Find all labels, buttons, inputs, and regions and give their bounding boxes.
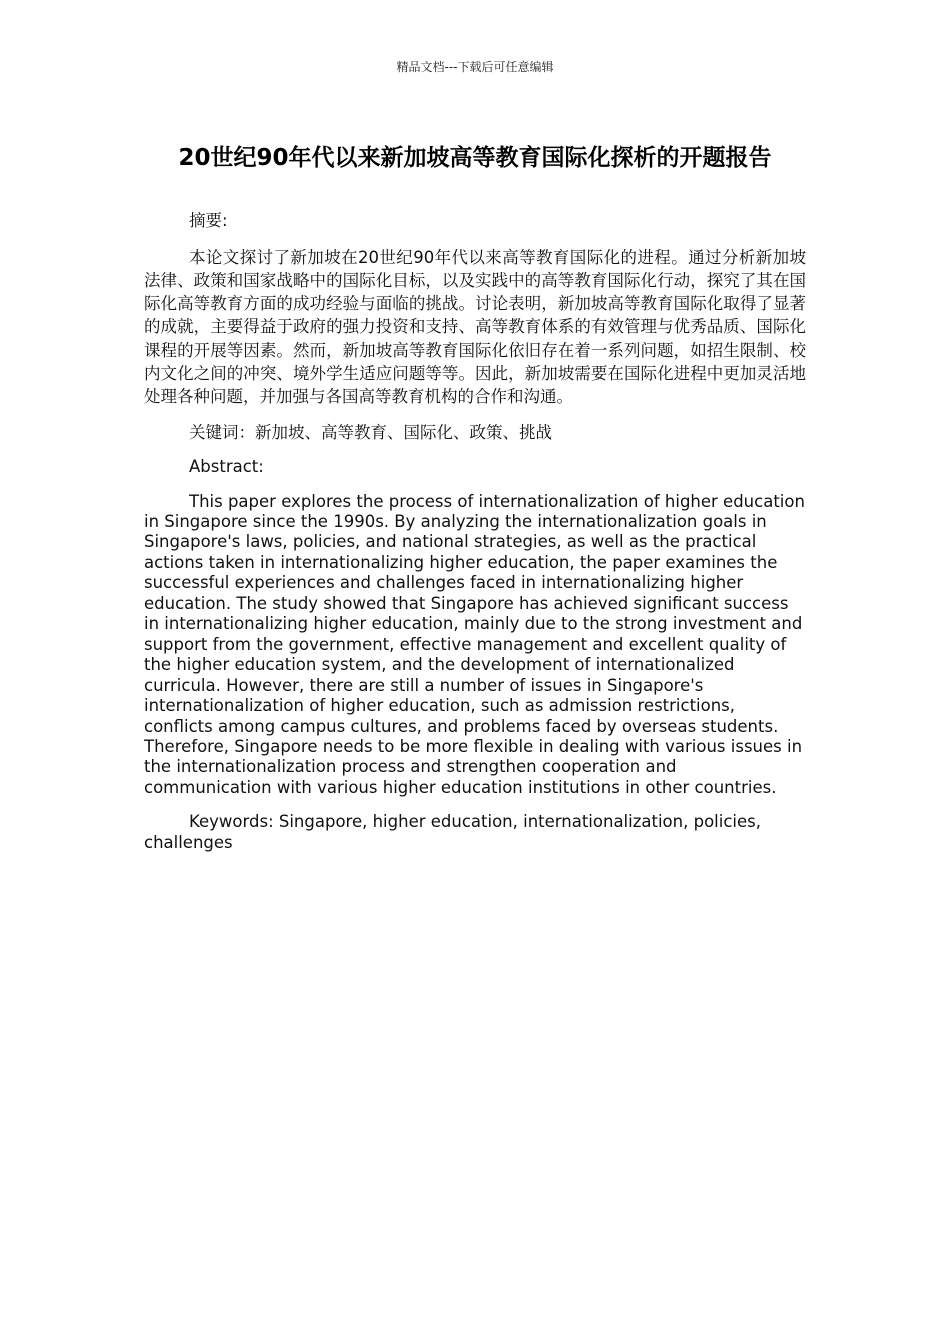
abstract-en-label: Abstract: [189, 457, 264, 477]
abstract-cn-label: 摘要: [189, 211, 228, 230]
document-body [144, 211, 806, 867]
abstract-en-body: This paper explores the process of internationalization of higher education in Singapore since the 1990s. By analyzing the internationalization goals in Singapore's laws, policies, and national strategies, as well as the practical actions taken in internationalizing higher education, the paper examines the successful experiences and challenges faced in internationalizing higher education. The study showed that Singapore has achieved significant success in internationalizing higher education, mainly due to the strong investment and support from the government, effective management and excellent quality of the higher education system, and the development of internationalized curricula. However, there are still a number of issues in Singapore's internationalization of higher education, such as admission restrictions, conflicts among campus cultures, and problems faced by overseas students. Therefore, Singapore needs to be more flexible in dealing with various issues in the internationalization process and strengthen cooperation and communication with various higher education institutions in other countries. [144, 491, 805, 797]
header-note: 精品文档---下载后可任意编辑 [396, 60, 554, 74]
abstract-cn-body: 本论文探讨了新加坡在20世纪90年代以来高等教育国际化的进程。通过分析新加坡法律、政策和国家战略中的国际化目标，以及实践中的高等教育国际化行动，探究了其在国际化高等教育方面的成功经验与面临的挑战。讨论表明，新加坡高等教育国际化取得了显著的成就，主要得益于政府的强力投资和支持、高等教育体系的有效管理与优秀品质、国际化课程的开展等因素。然而，新加坡高等教育国际化依旧存在着一系列问题，如招生限制、校内文化之间的冲突、境外学生适应问题等等。因此，新加坡需要在国际化进程中更加灵活地处理各种问题，并加强与各国高等教育机构的合作和沟通。 [144, 247, 806, 407]
keywords-cn: 关键词：新加坡、高等教育、国际化、政策、挑战 [189, 422, 552, 442]
page-title: 20世纪90年代以来新加坡高等教育国际化探析的开题报告 [178, 145, 772, 171]
keywords-en: Keywords: Singapore, higher education, internationalization, policies, challenges [144, 812, 761, 852]
